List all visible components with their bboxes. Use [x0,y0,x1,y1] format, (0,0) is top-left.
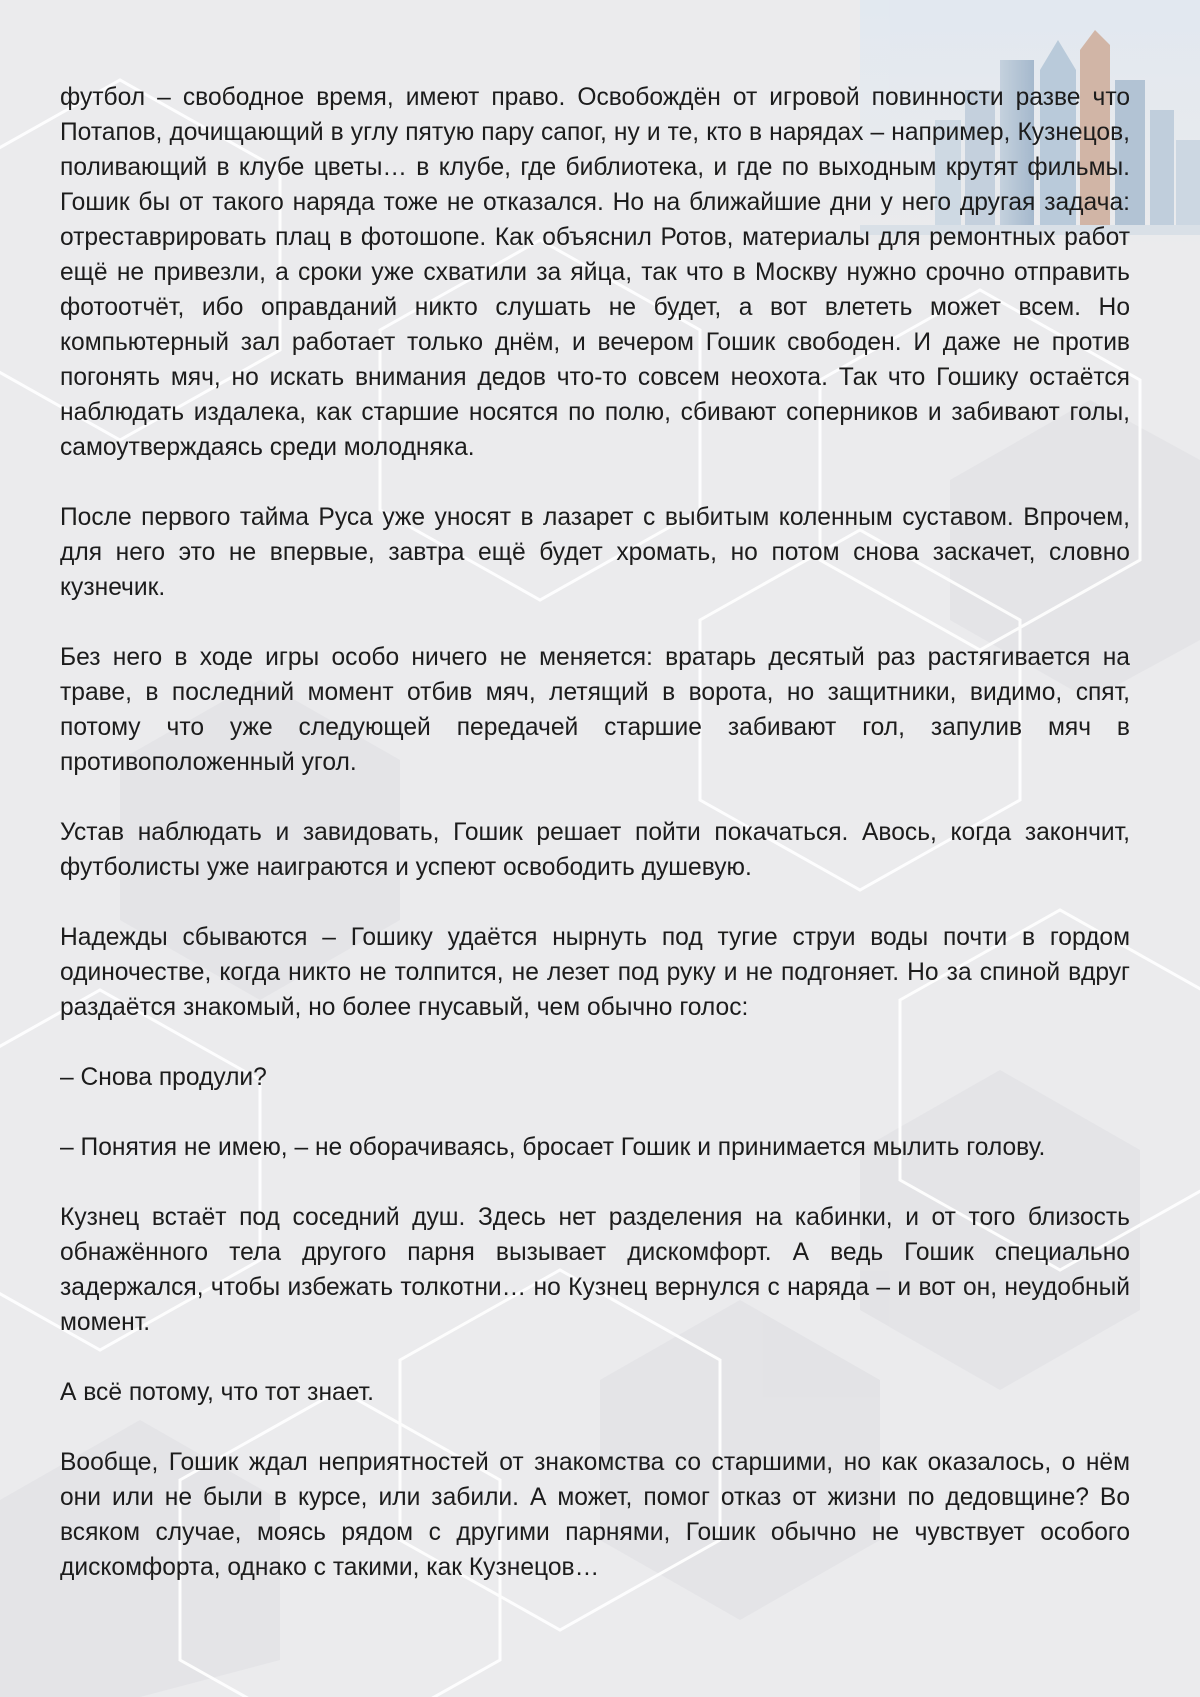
paragraph: Вообще, Гошик ждал неприятностей от знакомства со старшими, но как оказалось, о нём они или не были в курсе, или забили. А может, помог отказ от жизни по дедовщине? Во всяком случае, моясь рядом с другими парнями, Гошик обычно не чувствует особого дискомфорта, однако с такими, как Кузнецов… [60,1449,1130,1581]
paragraph: Без него в ходе игры особо ничего не меняется: вратарь десятый раз растягивается на траве, в последний момент отбив мяч, летящий в ворота, но защитники, видимо, спят, потому что уже следующей передачей старшие забивают гол, запулив мяч в противоположенный угол. [60,644,1130,776]
paragraph: Надежды сбываются – Гошику удаётся нырнуть под тугие струи воды почти в гордом одиночестве, когда никто не толпится, не лезет под руку и не подгоняет. Но за спиной вдруг раздаётся знакомый, но более гнусавый, чем обычно голос: [60,924,1130,1021]
dialogue-line: – Понятия не имею, – не оборачиваясь, бросает Гошик и принимается мылить голову. [60,1134,1046,1161]
text-body [60,80,1130,1585]
paragraph: Кузнец встаёт под соседний душ. Здесь нет разделения на кабинки, и от того близость обнажённого тела другого парня вызывает дискомфорт. А ведь Гошик специально задержался, чтобы избежать толкотни… но Кузнец вернулся с наряда – и вот он, неудобный момент. [60,1204,1130,1336]
dialogue-line: – Снова продули? [60,1064,267,1091]
paragraph: После первого тайма Руса уже уносят в лазарет с выбитым коленным суставом. Впрочем, для него это не впервые, завтра ещё будет хромать, но потом снова заскачет, словно кузнечик. [60,504,1130,601]
paragraph: футбол – свободное время, имеют право. Освобождён от игровой повинности разве что Потапов, дочищающий в углу пятую пару сапог, ну и те, кто в нарядах – например, Кузнецов, поливающий в клубе цветы… в клубе, где библиотека, и где по выходным крутят фильмы. Гошик бы от такого наряда тоже не отказался. Но на ближайшие дни у него другая задача: отреставрировать плац в фотошопе. Как объяснил Ротов, материалы для ремонтных работ ещё не привезли, а сроки уже схватили за яйца, так что в Москву нужно срочно отправить фотоотчёт, ибо оправданий никто слушать не будет, а вот влететь может всем. Но компьютерный зал работает только днём, и вечером Гошик свободен. И даже не против погонять мяч, но искать внимания дедов что-то совсем неохота. Так что Гошику остаётся наблюдать издалека, как старшие носятся по полю, сбивают соперников и забивают голы, самоутверждаясь среди молодняка. [60,84,1130,461]
paragraph: А всё потому, что тот знает. [60,1379,374,1406]
paragraph: Устав наблюдать и завидовать, Гошик решает пойти покачаться. Авось, когда закончит, футболисты уже наиграются и успеют освободить душевую. [60,819,1130,881]
